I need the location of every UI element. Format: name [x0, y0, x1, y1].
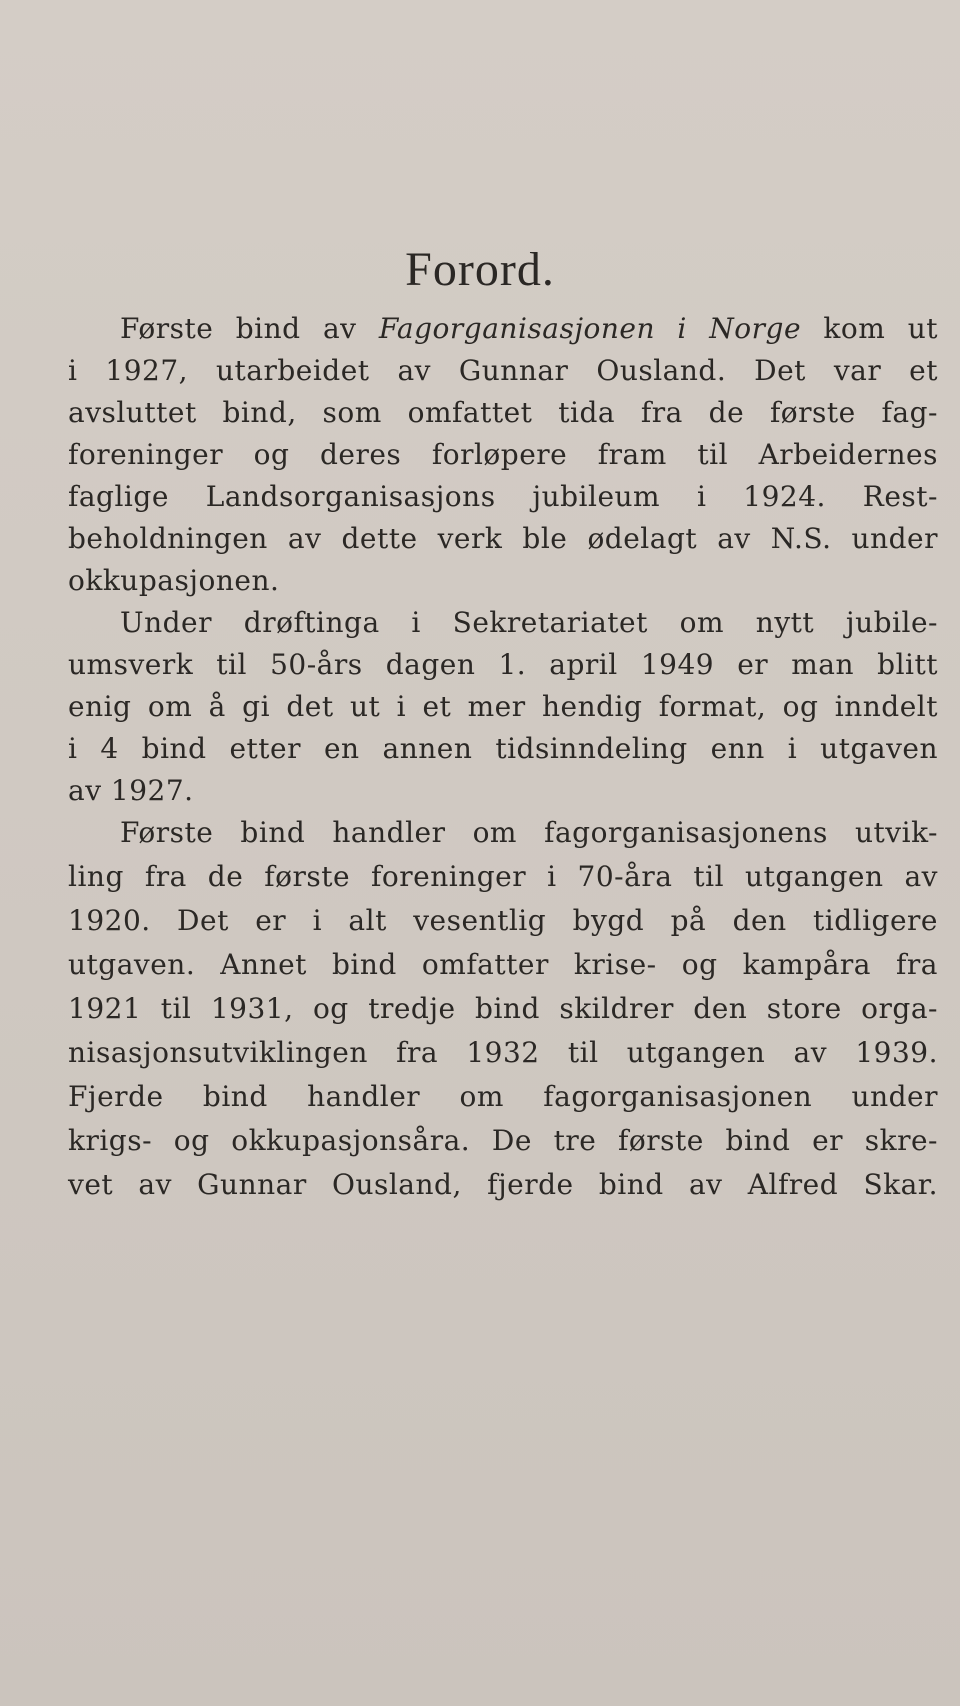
text-line: vet av Gunnar Ousland, fjerde bind av Alfred Skar. — [68, 1168, 938, 1201]
text-line: enig om å gi det ut i et mer hendig format, og inndelt — [68, 690, 938, 723]
text-line: faglige Landsorganisasjons jubileum i 1924. Rest- — [68, 480, 938, 513]
text-line: foreninger og deres forløpere fram til Arbeidernes — [68, 438, 938, 471]
text-line: Første bind handler om fagorganisasjonens utvik- — [120, 816, 938, 849]
text-line: Under drøftinga i Sekretariatet om nytt jubile- — [120, 606, 938, 639]
text-line: Fjerde bind handler om fagorganisasjonen under — [68, 1080, 938, 1113]
text-line: nisasjonsutviklingen fra 1932 til utgangen av 1939. — [68, 1036, 938, 1069]
text-line: i 4 bind etter en annen tidsinndeling enn i utgaven — [68, 732, 938, 765]
text-line: 1921 til 1931, og tredje bind skildrer den store orga- — [68, 992, 938, 1025]
text-line: krigs- og okkupasjonsåra. De tre første bind er skre- — [68, 1124, 938, 1157]
text-line: 1920. Det er i alt vesentlig bygd på den tidligere — [68, 904, 938, 937]
text-line: beholdningen av dette verk ble ødelagt av N.S. under — [68, 522, 938, 555]
text-line: ling fra de første foreninger i 70-åra til utgangen av — [68, 860, 938, 893]
text-line: umsverk til 50-års dagen 1. april 1949 er man blitt — [68, 648, 938, 681]
text-line: Første bind av Fagorganisasjonen i Norge kom ut — [120, 312, 938, 345]
text-line: utgaven. Annet bind omfatter krise- og kampåra fra — [68, 948, 938, 981]
page-title: Forord. — [405, 243, 555, 296]
text-line: okkupasjonen. — [68, 564, 280, 597]
text-line: avsluttet bind, som omfattet tida fra de første fag- — [68, 396, 938, 429]
book-title-italic: Fagorganisasjonen i Norge — [378, 312, 802, 345]
text-line: i 1927, utarbeidet av Gunnar Ousland. Det var et — [68, 354, 938, 387]
text-line: av 1927. — [68, 774, 194, 807]
